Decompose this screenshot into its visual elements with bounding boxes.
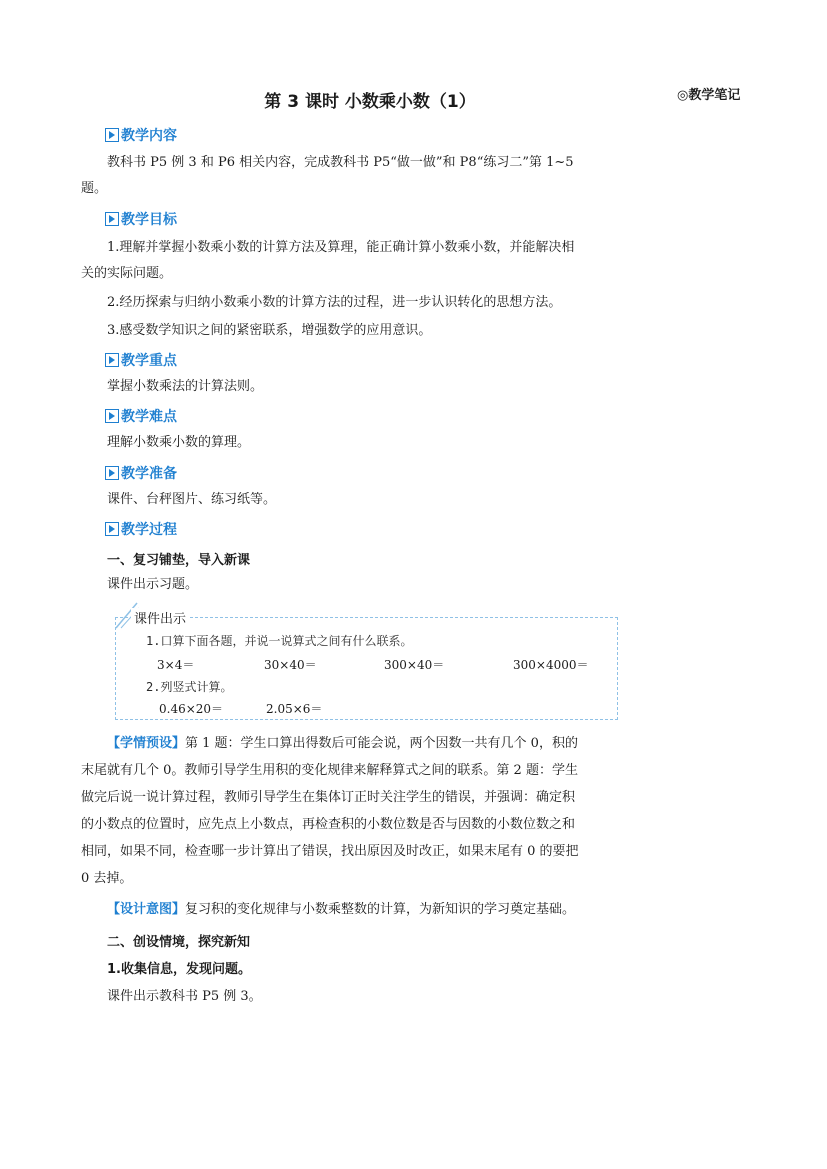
key-text: 掌握小数乘法的计算法则。: [107, 379, 264, 394]
step1-title: 1.收集信息，发现问题。: [107, 962, 251, 977]
content-line-2: 题。: [81, 181, 108, 196]
section-heading-key: 教学重点: [105, 350, 177, 370]
section-heading-difficulty: 教学难点: [105, 406, 177, 426]
analysis-line-6: 0 去掉。: [81, 871, 133, 886]
intent-line: 【设计意图】复习积的变化规律与小数乘整数的计算，为新知识的学习奠定基础。: [107, 902, 576, 917]
part1-text: 课件出示习题。: [107, 577, 199, 592]
section-heading-process: 教学过程: [105, 519, 177, 539]
goal-line-3: 2.经历探索与归纳小数乘小数的计算方法的过程，进一步认识转化的思想方法。: [107, 295, 562, 310]
difficulty-text: 理解小数乘小数的算理。: [107, 435, 251, 450]
play-icon: [105, 212, 119, 226]
play-icon: [105, 409, 119, 423]
teaching-notes-label: ◎教学笔记: [677, 88, 741, 103]
play-icon: [105, 522, 119, 536]
analysis-line-4: 的小数点的位置时，应先点上小数点，再检查积的小数位数是否与因数的小数位数之和: [81, 817, 576, 832]
exercise-q2: 2.列竖式计算。: [146, 680, 233, 694]
section-heading-goals: 教学目标: [105, 209, 177, 229]
step1-text: 课件出示教科书 P5 例 3。: [107, 989, 262, 1004]
prep-text: 课件、台秤图片、练习纸等。: [107, 492, 277, 507]
section-heading-prep: 教学准备: [105, 463, 177, 483]
play-icon: [105, 466, 119, 480]
content-line-1: 教科书 P5 例 3 和 P6 相关内容，完成教科书 P5“做一做”和 P8“练习二”第 1~5: [107, 155, 574, 170]
goal-line-2: 关的实际问题。: [81, 266, 173, 281]
q1-item-1: 3×4＝: [157, 658, 195, 672]
intent-tag: 【设计意图】: [107, 902, 186, 917]
q1-item-3: 300×40＝: [384, 658, 445, 672]
analysis-line-1: 【学情预设】第 1 题：学生口算出得数后可能会说，两个因数一共有几个 0，积的: [107, 736, 578, 751]
q2-item-2: 2.05×6＝: [266, 702, 323, 716]
section-heading-content: 教学内容: [105, 125, 177, 145]
q1-item-4: 300×4000＝: [513, 658, 589, 672]
page-title: 第 3 课时 小数乘小数（1）: [264, 92, 476, 112]
analysis-line-2: 末尾就有几个 0。教师引导学生用积的变化规律来解释算式之间的联系。第 2 题：学生: [81, 763, 578, 778]
exercise-q1: 1.口算下面各题，并说一说算式之间有什么联系。: [146, 634, 413, 648]
courseware-label: 课件出示: [131, 608, 189, 627]
play-icon: [105, 353, 119, 367]
analysis-tag: 【学情预设】: [107, 736, 186, 751]
goal-line-1: 1.理解并掌握小数乘小数的计算方法及算理，能正确计算小数乘小数，并能解决相: [107, 240, 575, 255]
analysis-line-5: 相同，如果不同，检查哪一步计算出了错误，找出原因及时改正，如果末尾有 0 的要把: [81, 844, 579, 859]
part2-title: 二、创设情境，探究新知: [107, 935, 251, 950]
goal-line-4: 3.感受数学知识之间的紧密联系，增强数学的应用意识。: [107, 323, 432, 338]
play-icon: [105, 128, 119, 142]
part1-title: 一、复习铺垫，导入新课: [107, 553, 251, 568]
q2-item-1: 0.46×20＝: [159, 702, 224, 716]
analysis-line-3: 做完后说一说计算过程，教师引导学生在集体订正时关注学生的错误，并强调：确定积: [81, 790, 576, 805]
q1-item-2: 30×40＝: [264, 658, 317, 672]
